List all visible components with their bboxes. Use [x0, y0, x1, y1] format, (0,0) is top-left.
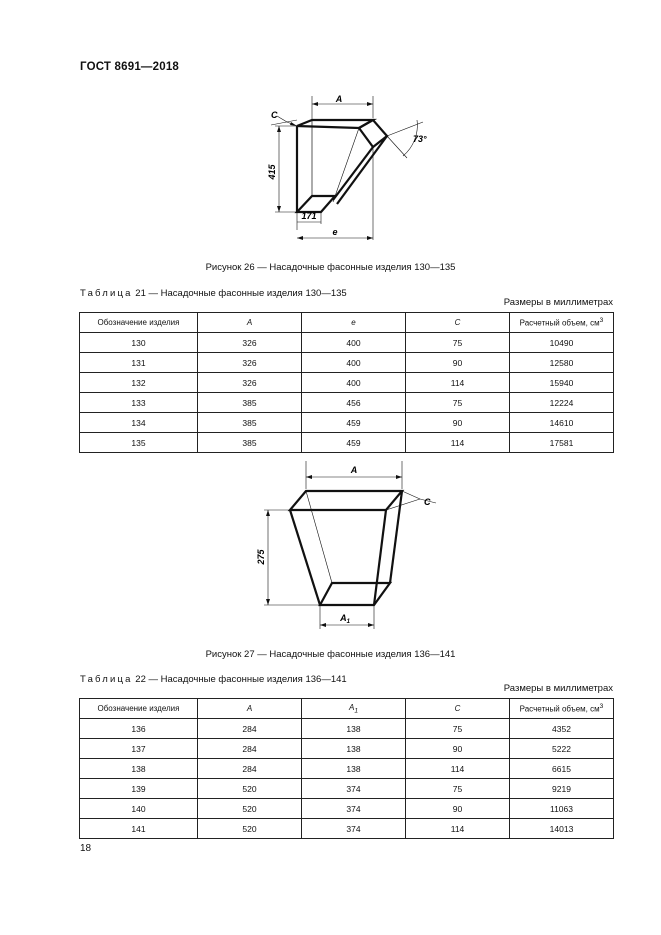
figure-26-dim-e: e — [332, 227, 338, 237]
table-cell: 75 — [406, 719, 510, 739]
figure-27-dim-a1-base: A — [340, 613, 347, 623]
table-cell: 385 — [198, 433, 302, 453]
figure-26-dim-angle: 73° — [413, 134, 427, 144]
table-cell: 90 — [406, 353, 510, 373]
table-row — [80, 739, 614, 759]
table-cell: 114 — [406, 759, 510, 779]
table-cell: 138 — [302, 719, 406, 739]
figure-26-dim-bottom: 171 — [301, 211, 317, 221]
figure-27-dim-c: C — [424, 497, 431, 507]
table-22-title-text: 22 — Насадочные фасонные изделия 136—141 — [132, 674, 347, 685]
table-cell: 326 — [198, 333, 302, 353]
table-cell: 385 — [198, 413, 302, 433]
table-cell: 132 — [80, 373, 198, 393]
table-21-units: Размеры в миллиметрах — [503, 297, 613, 308]
table-cell: 459 — [302, 413, 406, 433]
table-22-header-volume — [510, 699, 614, 719]
figure-27-caption: Рисунок 27 — Насадочные фасонные изделия 136—141 — [205, 649, 456, 660]
figure-27-dim-height: 275 — [256, 549, 266, 565]
table-cell: 284 — [198, 759, 302, 779]
table-cell: 114 — [406, 373, 510, 393]
table-22-units: Размеры в миллиметрах — [503, 683, 613, 694]
table-22-header-a: A — [198, 699, 302, 719]
table-cell: 138 — [302, 759, 406, 779]
table-cell: 14610 — [510, 413, 614, 433]
table-cell: 75 — [406, 779, 510, 799]
table-21-title-text: 21 — Насадочные фасонные изделия 130—135 — [132, 288, 347, 299]
table-cell: 400 — [302, 333, 406, 353]
table-row — [80, 333, 614, 353]
table-cell: 520 — [198, 779, 302, 799]
table-cell: 15940 — [510, 373, 614, 393]
table-21-title — [80, 288, 347, 299]
table-row — [80, 393, 614, 413]
table-cell: 140 — [80, 799, 198, 819]
table-row — [80, 759, 614, 779]
table-22-header-a1-base: A — [348, 702, 355, 712]
table-cell: 400 — [302, 353, 406, 373]
figure-27-dim-a: A — [350, 465, 358, 475]
table-21-header-c: C — [406, 313, 510, 333]
figure-27-dim-a1 — [339, 613, 351, 625]
table-cell: 131 — [80, 353, 198, 373]
table-21-title-label: Таблица — [80, 288, 133, 299]
table-cell: 134 — [80, 413, 198, 433]
figure-26-dim-height: 415 — [267, 164, 277, 180]
table-cell: 130 — [80, 333, 198, 353]
figure-27-drawing — [250, 455, 450, 635]
table-cell: 12580 — [510, 353, 614, 373]
figure-26-dim-c: C — [271, 110, 278, 120]
figure-26-drawing — [255, 92, 455, 252]
table-21-header-a: A — [198, 313, 302, 333]
table-cell: 400 — [302, 373, 406, 393]
table-cell: 12224 — [510, 393, 614, 413]
table-cell: 520 — [198, 819, 302, 839]
table-cell: 90 — [406, 739, 510, 759]
table-cell: 138 — [80, 759, 198, 779]
table-cell: 385 — [198, 393, 302, 413]
table-cell: 374 — [302, 799, 406, 819]
table-row — [80, 433, 614, 453]
table-21-header-volume-sup: 3 — [599, 317, 604, 325]
table-cell: 75 — [406, 393, 510, 413]
table-21-header-designation: Обозначение изделия — [80, 313, 198, 333]
table-cell: 10490 — [510, 333, 614, 353]
table-cell: 141 — [80, 819, 198, 839]
table-22-title — [80, 674, 347, 685]
table-22 — [79, 698, 614, 839]
table-cell: 9219 — [510, 779, 614, 799]
table-cell: 284 — [198, 719, 302, 739]
table-row — [80, 779, 614, 799]
table-21 — [79, 312, 614, 453]
table-cell: 459 — [302, 433, 406, 453]
table-cell: 138 — [302, 739, 406, 759]
table-21-header-volume — [510, 313, 614, 333]
table-cell: 374 — [302, 779, 406, 799]
table-22-header-c: C — [406, 699, 510, 719]
table-cell: 326 — [198, 353, 302, 373]
table-22-header-a1 — [302, 699, 406, 719]
table-cell: 75 — [406, 333, 510, 353]
table-row — [80, 373, 614, 393]
table-cell: 90 — [406, 413, 510, 433]
table-cell: 4352 — [510, 719, 614, 739]
figure-26-caption: Рисунок 26 — Насадочные фасонные изделия 130—135 — [205, 262, 456, 273]
table-cell: 17581 — [510, 433, 614, 453]
table-cell: 133 — [80, 393, 198, 413]
figure-27-dim-a1-sub: 1 — [346, 619, 350, 625]
table-cell: 520 — [198, 799, 302, 819]
table-cell: 136 — [80, 719, 198, 739]
table-22-header-a1-sub: 1 — [354, 707, 359, 715]
table-row — [80, 353, 614, 373]
table-row — [80, 413, 614, 433]
table-21-header-row — [80, 313, 614, 333]
table-21-header-e: e — [302, 313, 406, 333]
table-22-header-volume-text: Расчетный объем, см — [519, 704, 600, 714]
table-cell: 137 — [80, 739, 198, 759]
table-row — [80, 799, 614, 819]
table-cell: 284 — [198, 739, 302, 759]
page-number: 18 — [80, 843, 92, 854]
table-cell: 114 — [406, 433, 510, 453]
table-22-header-designation: Обозначение изделия — [80, 699, 198, 719]
figure-26-dim-a: A — [335, 94, 343, 104]
table-cell: 135 — [80, 433, 198, 453]
table-cell: 14013 — [510, 819, 614, 839]
table-row — [80, 719, 614, 739]
table-cell: 114 — [406, 819, 510, 839]
document-code: ГОСТ 8691—2018 — [80, 61, 180, 73]
table-cell: 326 — [198, 373, 302, 393]
table-cell: 6615 — [510, 759, 614, 779]
table-cell: 374 — [302, 819, 406, 839]
table-22-title-label: Таблица — [80, 674, 133, 685]
table-cell: 139 — [80, 779, 198, 799]
table-22-header-row — [80, 699, 614, 719]
table-cell: 90 — [406, 799, 510, 819]
table-cell: 5222 — [510, 739, 614, 759]
table-row — [80, 819, 614, 839]
table-21-header-volume-text: Расчетный объем, см — [519, 318, 600, 328]
table-cell: 456 — [302, 393, 406, 413]
table-cell: 11063 — [510, 799, 614, 819]
table-22-header-volume-sup: 3 — [599, 703, 604, 711]
